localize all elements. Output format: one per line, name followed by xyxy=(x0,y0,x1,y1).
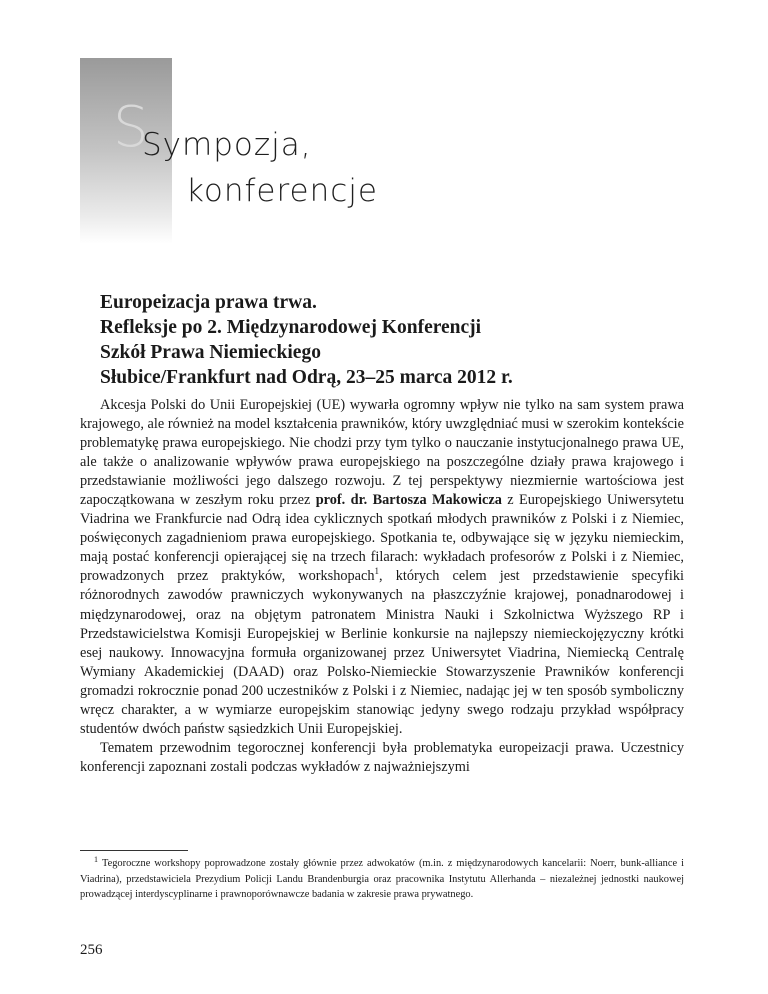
body-paragraph xyxy=(80,396,684,739)
footnote xyxy=(80,856,684,903)
article-title-line: Szkół Prawa Niemieckiego xyxy=(100,342,321,363)
article-title-line: Refleksje po 2. Międzynarodowej Konferencji xyxy=(100,317,482,338)
page-number: 256 xyxy=(80,942,103,958)
body-text-run: , których celem jest przedstawienie specyfiki różnorodnych zawodów prawniczych wykonywanych na płaszczyźnie krajowej, ponadnarodowej i międzynarodowej, oraz na objętym patronatem Ministra Nauki i Szkolnictwa Wyższego RP i Przedstawicielstwa Komisji Europejskiej w Berlinie konkursie na najlepszy niemieckojęzyczny krótki esej naukowy. Innowacyjna formuła organizowanej przez Uniwersytet Viadrina, Niemiecką Centralę Wymiany Akademickiej (DAAD) oraz Polsko-Niemieckie Stowarzyszenie Prawników konferencji gromadzi rokrocznie ponad 200 uczestników z Polski i z Niemiec, nadając jej w ten sposób symboliczny wręcz charakter, a w wymiarze europejskim stanowiąc jedyny swego rodzaju przykład współpracy studentów dwóch państw sąsiedzkich Unii Europejskiej. xyxy=(80,568,684,737)
section-title-line1: Sympozja, xyxy=(142,127,312,163)
section-title-line2: konferencje xyxy=(186,173,378,209)
footnote-reference: 1 xyxy=(374,566,379,577)
article-body xyxy=(80,396,684,777)
article-title xyxy=(100,290,700,390)
author-name: prof. dr. Bartosza Makowicza xyxy=(315,492,502,509)
body-paragraph: Tematem przewodnim tegorocznej konferencji była problematyka europeizacji prawa. Uczestnicy konferencji zapoznani zostali podczas wykładów z najważniejszymi xyxy=(80,739,684,775)
body-text-run: z Europejskiego Uniwersytetu Viadrina we Frankfurcie nad Odrą idea cyklicznych spotkań młodych prawników z Polski i z Niemiec, poświęconych zagadnieniom prawa europejskiego. Spotkania te, odbywające się w języku niemieckim, mają postać konferencji opierającej się na trzech filarach: wykładach profesorów z Polski i z Niemiec, prowadzonych przez praktyków, workshopach xyxy=(80,492,685,585)
article-title-line: Słubice/Frankfurt nad Odrą, 23–25 marca 2012 r. xyxy=(100,367,513,388)
article-title-line: Europeizacja prawa trwa. xyxy=(100,292,317,313)
section-initial-letter: S xyxy=(113,95,149,160)
body-text-run: Akcesja Polski do Unii Europejskiej (UE) wywarła ogromny wpływ nie tylko na sam system prawa krajowego, ale również na model kształcenia prawników, który uwzględniać musi w szerokim kontekście problematykę prawa europejskiego. Nie chodzi przy tym tylko o nauczanie instytucjonalnego prawa UE, ale także o analizowanie wpływów prawa europejskiego na poszczególne działy prawa krajowego i przedstawianie możliwości jego dalszego rozwoju. Z tej perspektywy niezmiernie wartościowa jest zapoczątkowana w zeszłym roku przez xyxy=(80,397,684,509)
footnote-divider xyxy=(80,850,188,851)
footnote-marker: 1 xyxy=(94,854,98,864)
footnote-text: Tegoroczne workshopy poprowadzone zostały głównie przez adwokatów (m.in. z międzynarodowych kancelarii: Noerr, bunk-alliance i Viadrina), przedstawiciela Prezydium Policji Landu Brandenburgia oraz pracownika Instytutu Allerhanda – niezależnej jednostki naukowej prowadzącej interdyscyplinarne i prawnoporównawcze badania w zakresie prawa prywatnego. xyxy=(80,858,684,900)
